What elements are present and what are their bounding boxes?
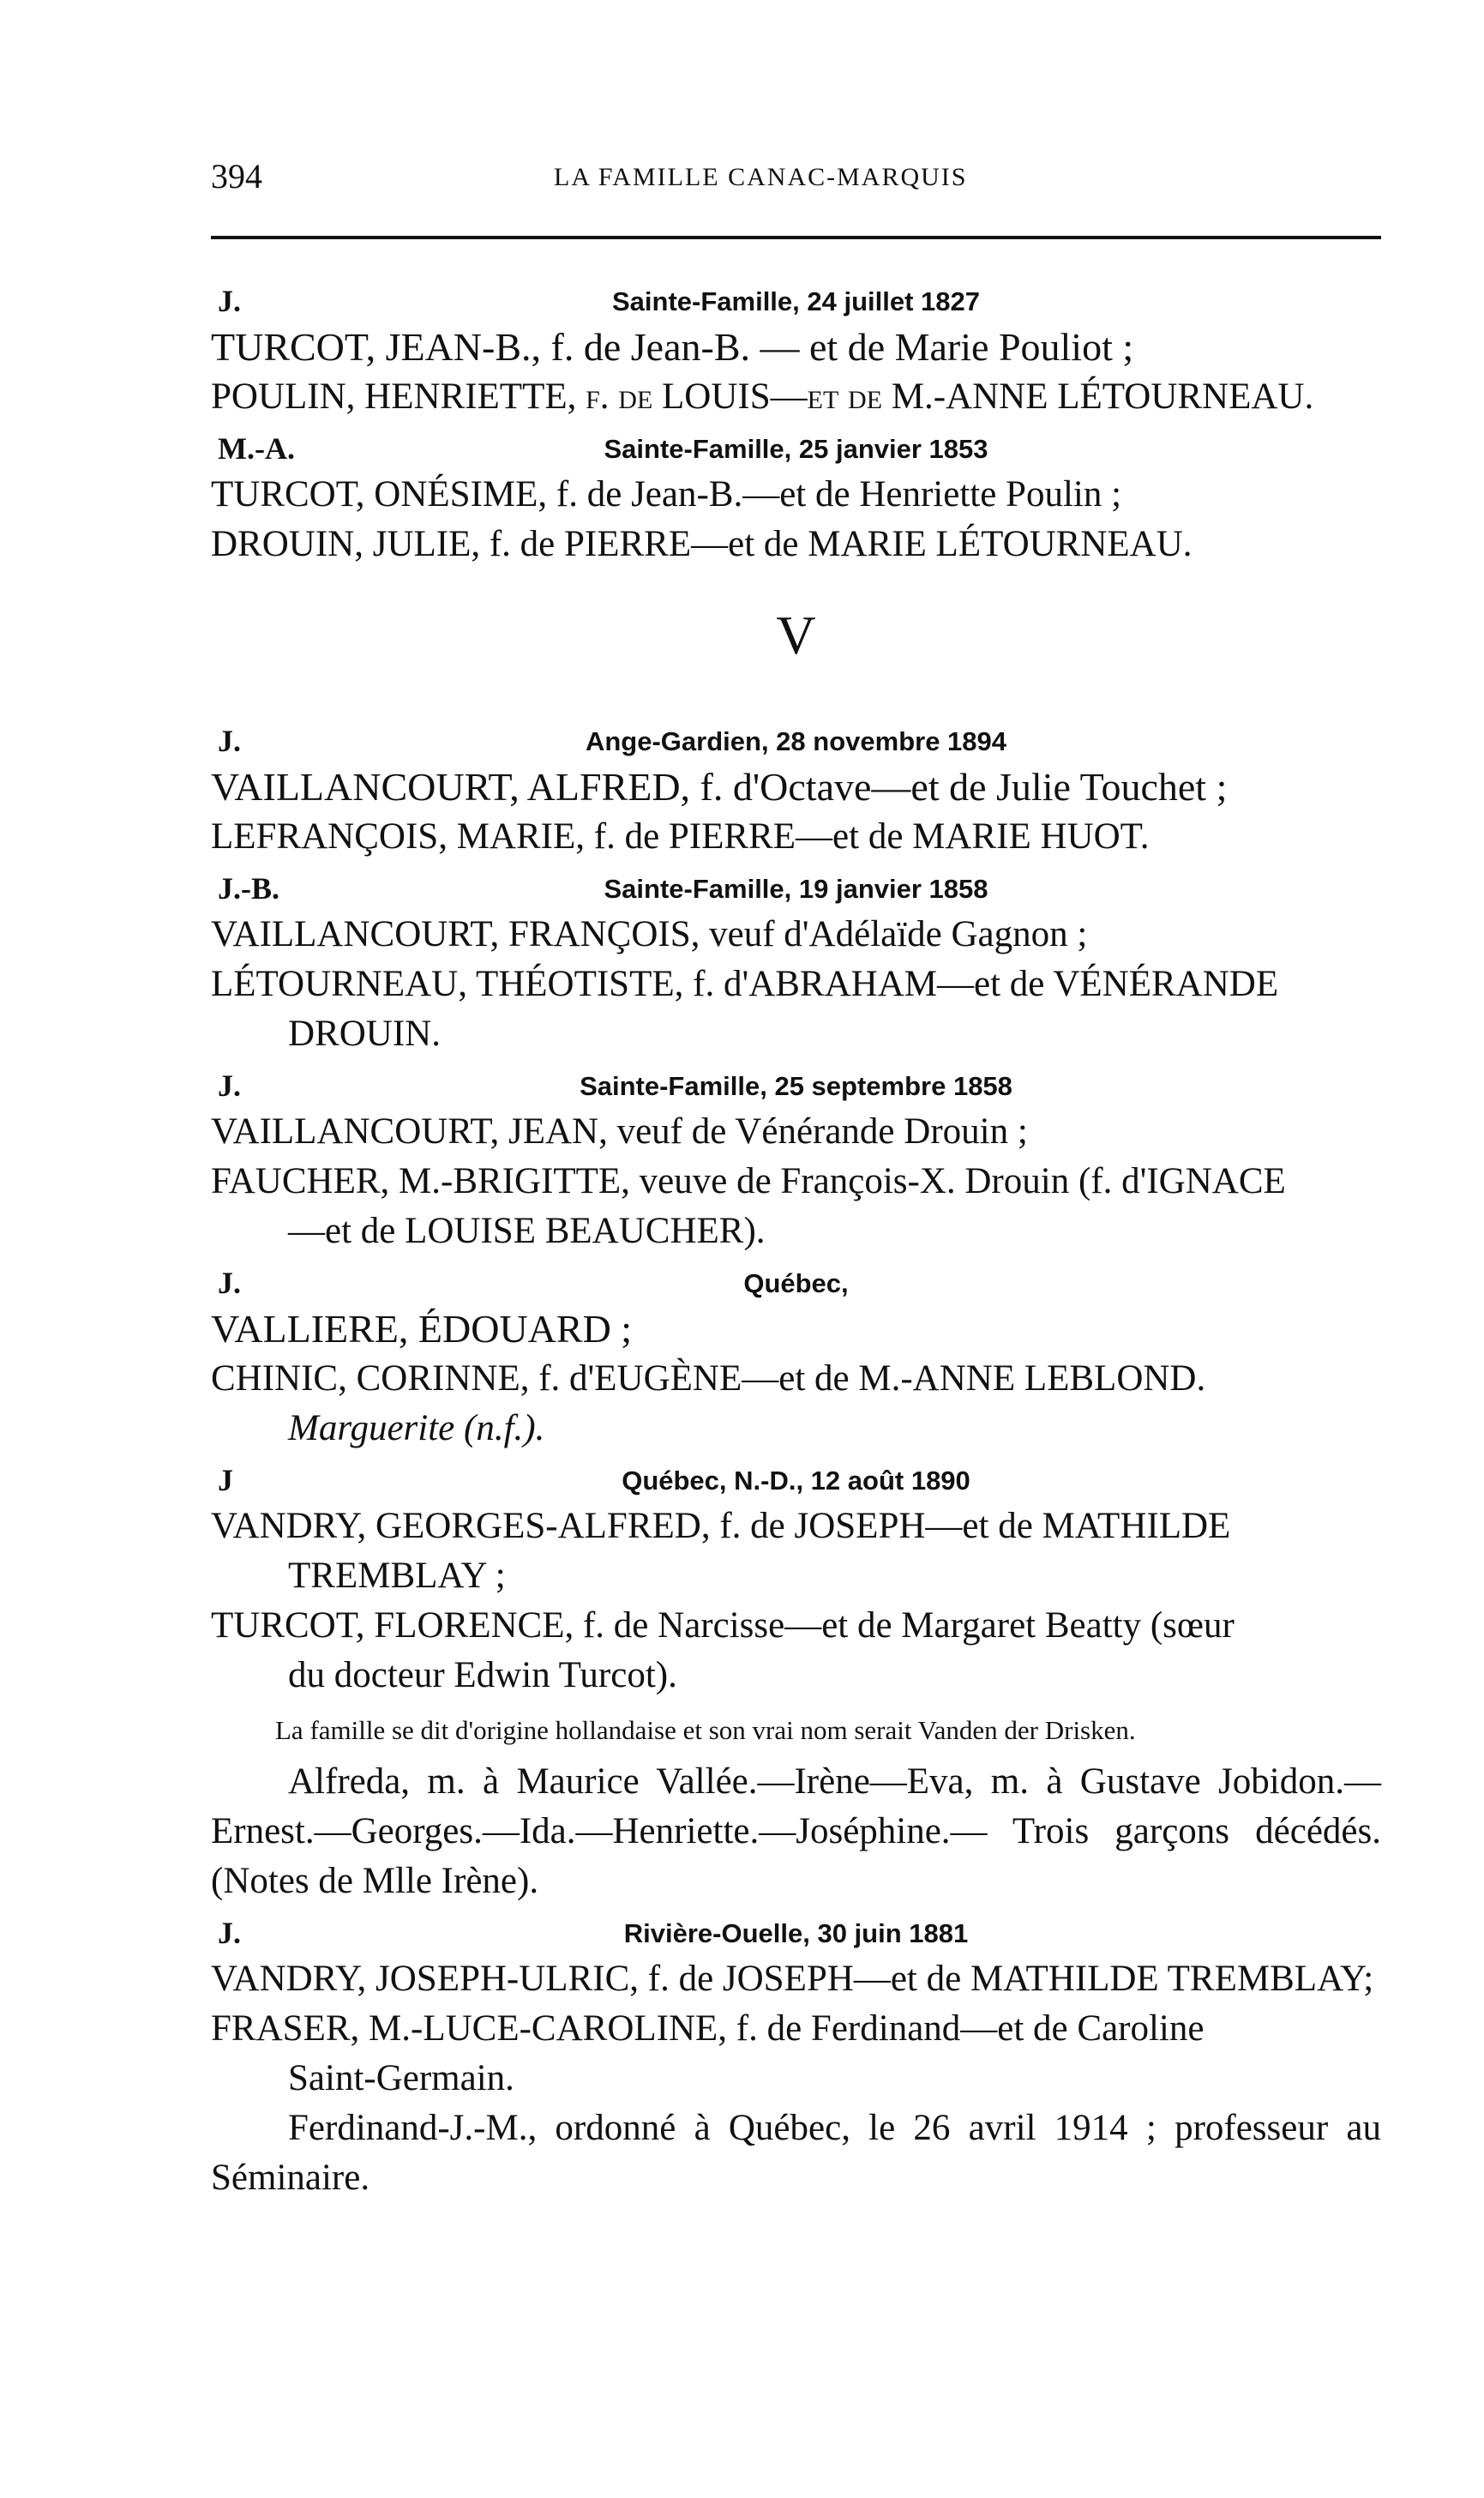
record-place-date: Québec, bbox=[743, 1268, 849, 1298]
groom-line: VAILLANCOURT, FRANÇOIS, veuf d'Adélaïde Gagnon ; bbox=[211, 914, 1088, 954]
record-row bbox=[211, 1059, 1381, 1107]
children-paragraph: Alfreda, m. à Maurice Vallée.—Irène—Eva, m. à Gustave Jobidon.—Ernest.—Georges.—Ida.—Henriette.—Joséphine.— Trois garçons décédés. (Notes de Mlle Irène). bbox=[211, 1761, 1381, 1901]
record-letter: J.-B. bbox=[218, 871, 279, 906]
marriage-entry bbox=[211, 1906, 1381, 2203]
groom-line: VANDRY, GEORGES-ALFRED, f. de JOSEPH—et de MATHILDE bbox=[211, 1506, 1231, 1546]
record-letter: J. bbox=[218, 1266, 241, 1300]
record-row bbox=[211, 1906, 1381, 1954]
bride-line: DROUIN, JULIE, f. de PIERRE—et de MARIE LÉTOURNEAU. bbox=[211, 524, 1193, 564]
bride-line-continued: —et de LOUISE BEAUCHER). bbox=[288, 1211, 766, 1251]
children-line: Marguerite (n.f.). bbox=[288, 1408, 545, 1448]
marriage-entry bbox=[211, 274, 1381, 422]
groom-line: VAILLANCOURT, ALFRED, f. d'Octave—et de Julie Touchet ; bbox=[211, 765, 1228, 809]
record-letter: M.-A. bbox=[218, 431, 295, 466]
record-place-date: Sainte-Famille, 19 janvier 1858 bbox=[604, 874, 988, 904]
groom-line: VANDRY, JOSEPH-ULRIC, f. de JOSEPH—et de MATHILDE TREMBLAY; bbox=[211, 1959, 1374, 1999]
record-letter: J bbox=[218, 1463, 233, 1497]
groom-line: VALLIERE, ÉDOUARD ; bbox=[211, 1307, 633, 1351]
record-place-date: Sainte-Famille, 24 juillet 1827 bbox=[611, 286, 981, 316]
family-note: La famille se dit d'origine hollandaise et son vrai nom serait Vanden der Drisken. bbox=[275, 1715, 1136, 1745]
page-content bbox=[211, 274, 1381, 2203]
groom-line: TURCOT, ONÉSIME, f. de Jean-B.—et de Henriette Poulin ; bbox=[211, 474, 1122, 515]
record-letter: J. bbox=[218, 284, 241, 318]
bride-line-continued: Saint-Germain. bbox=[288, 2058, 514, 2098]
bride-line: FRASER, M.-LUCE-CAROLINE, f. de Ferdinand—et de Caroline bbox=[211, 2008, 1205, 2049]
record-place-date: Sainte-Famille, 25 septembre 1858 bbox=[580, 1071, 1012, 1101]
record-letter: J. bbox=[218, 1068, 241, 1103]
bride-line: LEFRANÇOIS, MARIE, f. de PIERRE—et de MARIE HUOT. bbox=[211, 816, 1150, 857]
record-place-date: Québec, N.-D., 12 août 1890 bbox=[622, 1466, 970, 1496]
record-row bbox=[211, 1454, 1381, 1502]
record-place-date: Ange-Gardien, 28 novembre 1894 bbox=[585, 726, 1007, 756]
header-rule bbox=[211, 236, 1381, 239]
bride-line: TURCOT, FLORENCE, f. de Narcisse—et de Margaret Beatty (sœur bbox=[211, 1605, 1235, 1646]
children-paragraph: Ferdinand-J.-M., ordonné à Québec, le 26 avril 1914 ; professeur au Séminaire. bbox=[211, 2108, 1381, 2198]
marriage-entry bbox=[211, 862, 1381, 1059]
bride-line-continued: DROUIN. bbox=[288, 1014, 441, 1054]
marriage-entry bbox=[211, 422, 1381, 569]
record-letter: J. bbox=[218, 1916, 241, 1950]
page-number: 394 bbox=[211, 157, 262, 196]
record-row bbox=[211, 1256, 1381, 1304]
page-header bbox=[211, 156, 1381, 208]
bride-line: CHINIC, CORINNE, f. d'EUGÈNE—et de M.-ANNE LEBLOND. bbox=[211, 1358, 1206, 1399]
record-place-date: Rivière-Ouelle, 30 juin 1881 bbox=[623, 1918, 969, 1948]
marriage-entry bbox=[211, 1256, 1381, 1454]
bride-line: POULIN, HENRIETTE, f. de LOUIS—et de M.-ANNE LÉTOURNEAU. bbox=[211, 376, 1314, 417]
groom-line: VAILLANCOURT, JEAN, veuf de Vénérande Drouin ; bbox=[211, 1111, 1028, 1152]
bride-line: FAUCHER, M.-BRIGITTE, veuve de François-X. Drouin (f. d'IGNACE bbox=[211, 1161, 1286, 1201]
record-letter: J. bbox=[218, 724, 241, 758]
marriage-entry bbox=[211, 1454, 1381, 1906]
groom-line-continued: TREMBLAY ; bbox=[288, 1556, 506, 1596]
record-place-date: Sainte-Famille, 25 janvier 1853 bbox=[604, 434, 988, 464]
record-row bbox=[211, 274, 1381, 322]
bride-line: LÉTOURNEAU, THÉOTISTE, f. d'ABRAHAM—et de VÉNÉRANDE bbox=[211, 964, 1279, 1004]
record-row bbox=[211, 862, 1381, 910]
running-title: LA FAMILLE CANAC-MARQUIS bbox=[554, 163, 968, 191]
section-letter: V bbox=[776, 605, 816, 665]
marriage-entry bbox=[211, 1059, 1381, 1256]
bride-line-continued: du docteur Edwin Turcot). bbox=[288, 1655, 677, 1695]
groom-line: TURCOT, JEAN-B., f. de Jean-B. — et de Marie Pouliot ; bbox=[211, 325, 1134, 369]
record-row bbox=[211, 714, 1381, 762]
record-row bbox=[211, 422, 1381, 470]
marriage-entry bbox=[211, 714, 1381, 862]
